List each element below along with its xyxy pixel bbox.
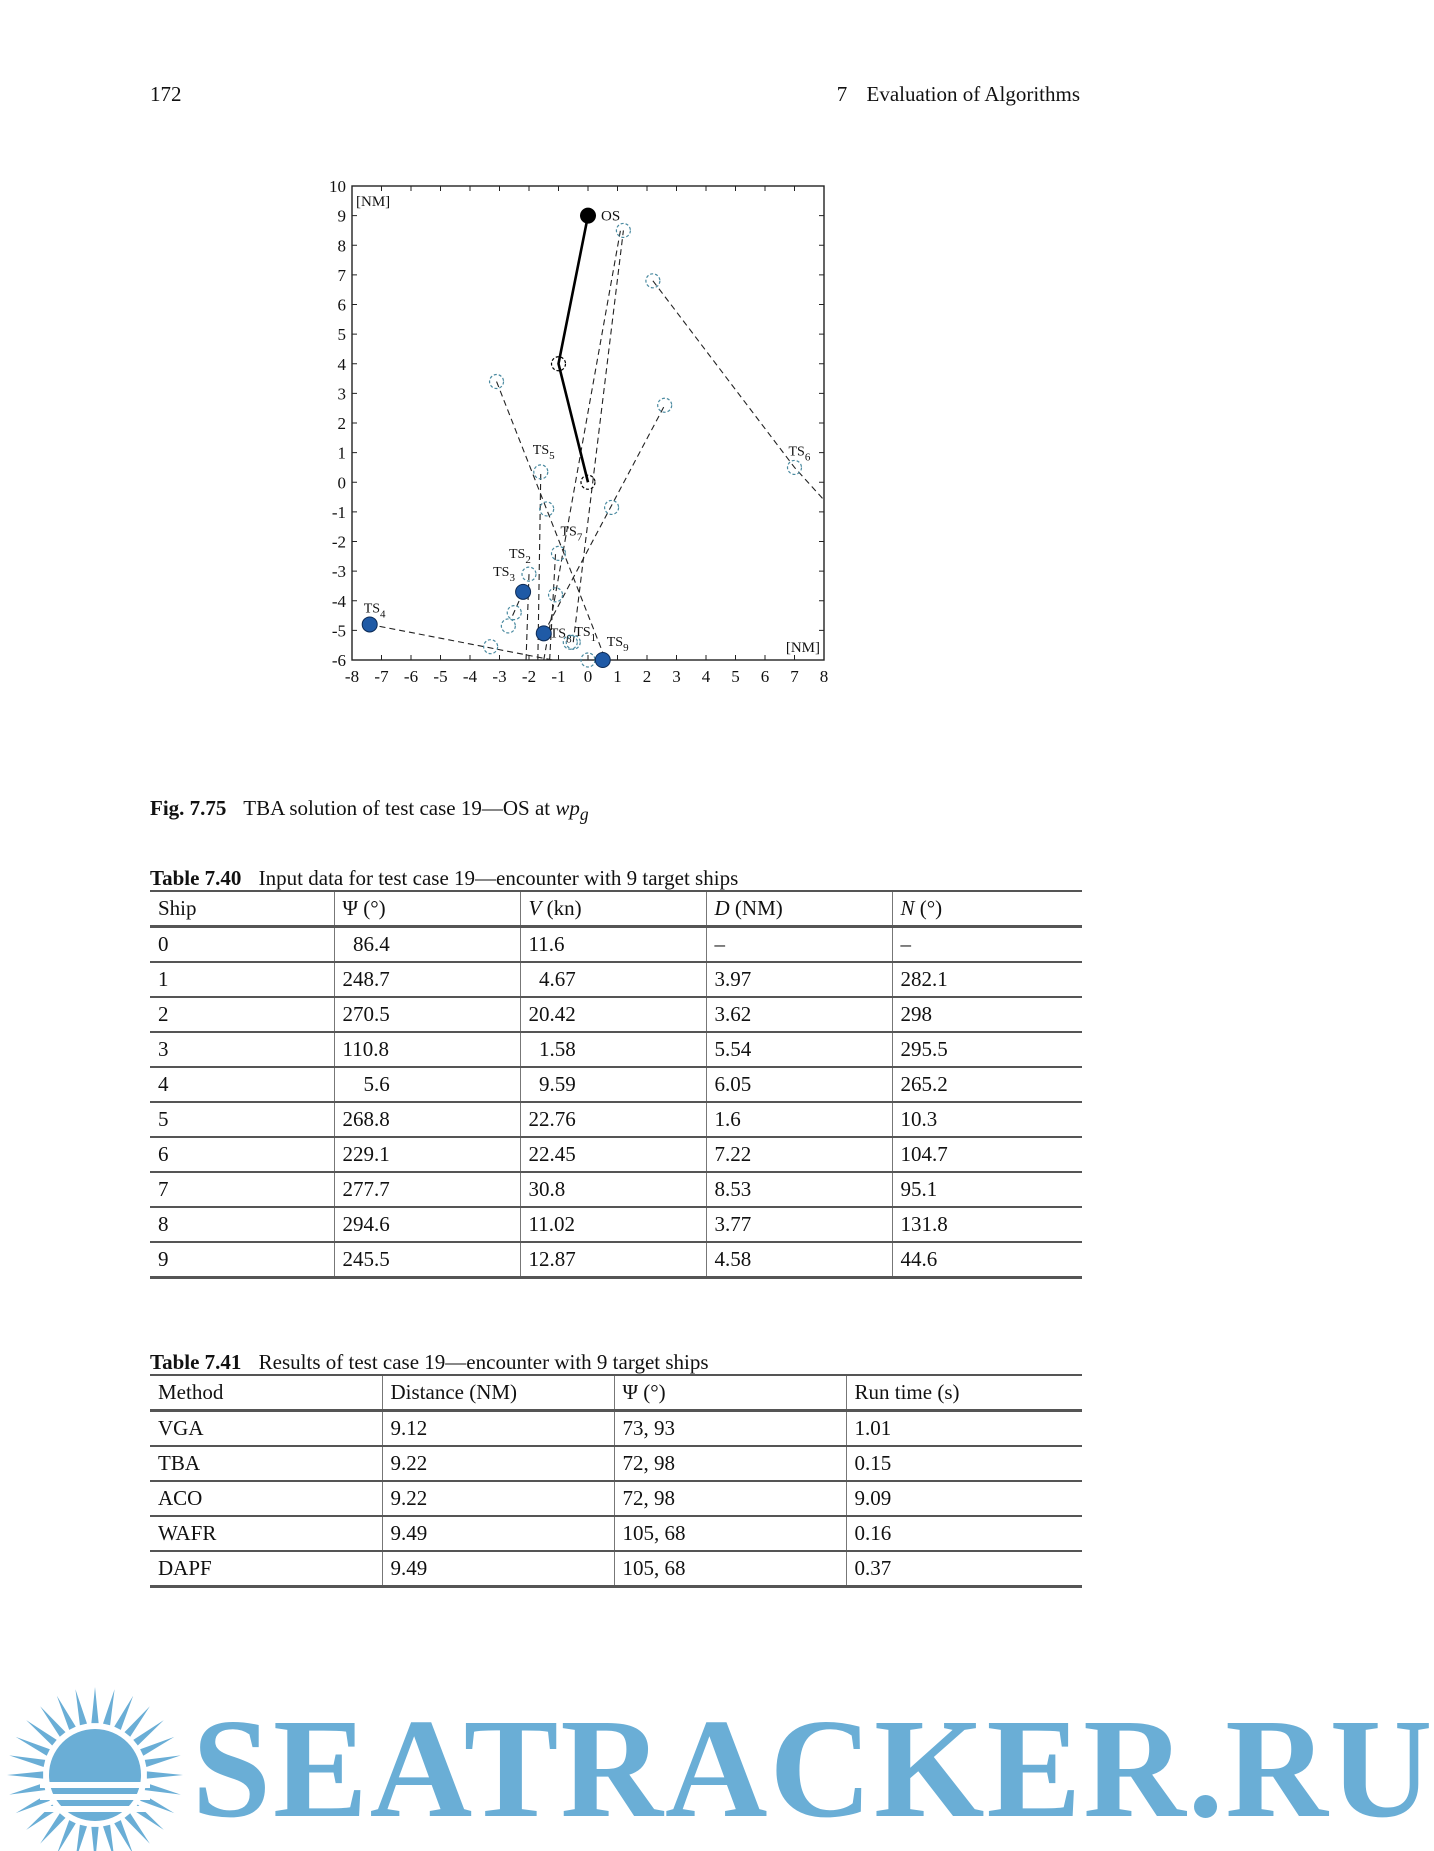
ghost-ship-marker — [490, 375, 504, 389]
table-cell: TBA — [150, 1446, 382, 1481]
table-row — [150, 927, 1082, 963]
table-header-row — [150, 1375, 1082, 1411]
table-cell: 72, 98 — [614, 1481, 846, 1516]
table-cell: 9.22 — [382, 1481, 614, 1516]
table-cell: DAPF — [150, 1551, 382, 1587]
table-cell: – — [892, 927, 1082, 963]
x-tick-label: -4 — [462, 667, 478, 686]
table-cell: 11.6 — [520, 927, 706, 963]
target-ship-label: $TS_1$ — [574, 625, 597, 645]
header-distance: D (NM) — [706, 891, 892, 927]
table-row — [150, 997, 1082, 1032]
table-cell: 131.8 — [892, 1207, 1082, 1242]
table-cell: 4.67 — [520, 962, 706, 997]
ghost-ship-marker — [605, 500, 619, 514]
own-ship-marker — [580, 208, 596, 224]
plot-frame — [352, 186, 824, 660]
sun-logo-icon — [0, 1670, 190, 1851]
table-cell: 12.87 — [520, 1242, 706, 1278]
table-cell: 3.77 — [706, 1207, 892, 1242]
table-cell: 73, 93 — [614, 1411, 846, 1447]
table-cell: 268.8 — [334, 1102, 520, 1137]
track-ts0 — [544, 230, 621, 660]
y-tick-label: -5 — [331, 621, 346, 641]
x-axis-label: [NM] — [785, 640, 820, 656]
table-cell: – — [706, 927, 892, 963]
table-cell: 72, 98 — [614, 1446, 846, 1481]
table-cell: 294.6 — [334, 1207, 520, 1242]
chapter-number: 7 — [836, 82, 848, 106]
target-ship-label: $TS_6$ — [788, 444, 811, 464]
table-row — [150, 962, 1082, 997]
x-tick-label: 4 — [701, 667, 711, 686]
table-cell: 295.5 — [892, 1032, 1082, 1067]
header-psi: Ψ (°) — [614, 1375, 846, 1411]
x-tick-label: -2 — [521, 667, 537, 686]
own-ship-path — [559, 216, 589, 483]
page-header — [150, 82, 1080, 112]
table-cell: 9 — [150, 1242, 334, 1278]
target-ship-label: $TS_2$ — [509, 547, 531, 567]
ghost-ship-marker — [616, 223, 630, 237]
y-tick-label: -1 — [331, 502, 346, 522]
table-cell: 3.62 — [706, 997, 892, 1032]
table-row — [150, 1207, 1082, 1242]
y-tick-label: 2 — [337, 414, 346, 433]
x-tick-label: 8 — [819, 667, 829, 686]
table-cell: 105, 68 — [614, 1551, 846, 1587]
figure-caption — [150, 796, 589, 825]
table-row — [150, 1411, 1082, 1447]
table-cell: 11.02 — [520, 1207, 706, 1242]
watermark — [0, 1670, 1434, 1851]
table-cell: 1 — [150, 962, 334, 997]
table-cell: 22.45 — [520, 1137, 706, 1172]
ghost-ship-marker — [484, 640, 498, 654]
table-cell: 110.8 — [334, 1032, 520, 1067]
table-row — [150, 1067, 1082, 1102]
table-cell: 4.58 — [706, 1242, 892, 1278]
table-cell: 265.2 — [892, 1067, 1082, 1102]
table-cell: 7.22 — [706, 1137, 892, 1172]
table-cell: 0.16 — [846, 1516, 1082, 1551]
table-row — [150, 1242, 1082, 1278]
table-cell: 1.6 — [706, 1102, 892, 1137]
x-tick-label: -5 — [433, 667, 448, 686]
table-cell: 105, 68 — [614, 1516, 846, 1551]
table-cell: 9.49 — [382, 1516, 614, 1551]
target-ship-label: $TS_7$ — [560, 524, 583, 544]
table2-caption — [150, 1350, 709, 1375]
table-row — [150, 1102, 1082, 1137]
table-cell: 95.1 — [892, 1172, 1082, 1207]
table-cell: 3.97 — [706, 962, 892, 997]
track-ts7 — [550, 553, 556, 660]
table-cell: 0.15 — [846, 1446, 1082, 1481]
table-cell: 7 — [150, 1172, 334, 1207]
ghost-ship-marker — [549, 588, 563, 602]
target-ship-label: $TS_5$ — [532, 442, 555, 462]
x-tick-label: 6 — [760, 667, 770, 686]
table1-label: Table 7.40 — [150, 866, 242, 890]
table-row — [150, 1032, 1082, 1067]
figure-caption-text: TBA solution of test case 19—OS at — [243, 796, 556, 820]
table-cell: 298 — [892, 997, 1082, 1032]
watermark-text: SEATRACKER.RU — [192, 1689, 1434, 1847]
target-ship-label: $TS_9$ — [606, 635, 629, 654]
table-cell: 6.05 — [706, 1067, 892, 1102]
y-tick-label: 8 — [337, 236, 346, 256]
table-header-row — [150, 891, 1082, 927]
table-cell: 0.37 — [846, 1551, 1082, 1587]
x-tick-label: 1 — [613, 667, 622, 686]
table-cell: 5.54 — [706, 1032, 892, 1067]
table-cell: 86.4 — [334, 927, 520, 963]
table-cell: 248.7 — [334, 962, 520, 997]
table-cell: 10.3 — [892, 1102, 1082, 1137]
chart — [300, 160, 940, 770]
table-cell: 9.49 — [382, 1551, 614, 1587]
results-table — [150, 1374, 1082, 1588]
table-cell: 277.7 — [334, 1172, 520, 1207]
x-tick-label: 0 — [583, 667, 593, 686]
y-tick-label: 6 — [337, 295, 346, 315]
own-ship-label: OS — [601, 208, 621, 225]
figure-caption-label: Fig. 7.75 — [150, 796, 227, 820]
table-cell: 9.09 — [846, 1481, 1082, 1516]
table-row — [150, 1481, 1082, 1516]
y-tick-label: -3 — [331, 562, 346, 582]
track-ts4 — [370, 624, 553, 660]
input-data-table — [150, 890, 1082, 1279]
track-ts1 — [573, 230, 623, 645]
y-tick-label: 4 — [337, 354, 346, 374]
table-cell: 6 — [150, 1137, 334, 1172]
y-tick-label: 1 — [337, 443, 346, 463]
target-ship-marker — [516, 584, 531, 599]
table-cell: 282.1 — [892, 962, 1082, 997]
chapter-title: Evaluation of Algorithms — [866, 82, 1080, 106]
table1-caption — [150, 866, 738, 891]
table-cell: 2 — [150, 997, 334, 1032]
ghost-ship-marker — [658, 398, 672, 412]
y-tick-label: 10 — [329, 177, 346, 196]
y-tick-label: -6 — [331, 651, 346, 670]
table-cell: 4 — [150, 1067, 334, 1102]
x-tick-label: 3 — [672, 667, 681, 686]
target-ship-label: $TS_4$ — [363, 601, 386, 621]
y-tick-label: 9 — [337, 206, 346, 226]
table-cell: 8.53 — [706, 1172, 892, 1207]
header-distance: Distance (NM) — [382, 1375, 614, 1411]
table-cell: 1.58 — [520, 1032, 706, 1067]
table-row — [150, 1551, 1082, 1587]
table-cell: 9.59 — [520, 1067, 706, 1102]
y-tick-label: 7 — [337, 265, 346, 285]
table-cell: 5.6 — [334, 1067, 520, 1102]
table-row — [150, 1172, 1082, 1207]
table-cell: 20.42 — [520, 997, 706, 1032]
x-tick-label: -6 — [403, 667, 419, 686]
table-cell: 5 — [150, 1102, 334, 1137]
header-speed: V (kn) — [520, 891, 706, 927]
figure-tba-solution — [300, 160, 940, 770]
table2-label: Table 7.41 — [150, 1350, 242, 1374]
y-tick-label: 0 — [337, 473, 346, 493]
track-ts6 — [653, 281, 824, 500]
target-ship-label: $TS_3$ — [493, 564, 515, 584]
page-number: 172 — [150, 82, 182, 106]
table-cell: 9.12 — [382, 1411, 614, 1447]
header-ship: Ship — [150, 891, 334, 927]
table-cell: 270.5 — [334, 997, 520, 1032]
running-head — [837, 82, 1080, 107]
table-row — [150, 1446, 1082, 1481]
x-tick-label: 5 — [731, 667, 740, 686]
y-axis-label: [NM] — [356, 194, 391, 210]
table-cell: VGA — [150, 1411, 382, 1447]
table-row — [150, 1516, 1082, 1551]
table-cell: 44.6 — [892, 1242, 1082, 1278]
table-cell: WAFR — [150, 1516, 382, 1551]
header-psi: Ψ (°) — [334, 891, 520, 927]
table-cell: 229.1 — [334, 1137, 520, 1172]
target-ship-marker — [595, 653, 610, 668]
figure-caption-math: wp — [555, 796, 580, 820]
x-tick-label: 7 — [790, 667, 799, 686]
table-cell: 8 — [150, 1207, 334, 1242]
header-method: Method — [150, 1375, 382, 1411]
header-bearing: N (°) — [892, 891, 1082, 927]
y-tick-label: 3 — [337, 384, 346, 404]
ghost-ship-marker — [501, 619, 515, 633]
table-cell: 30.8 — [520, 1172, 706, 1207]
x-tick-label: -8 — [344, 667, 360, 686]
table-cell: 245.5 — [334, 1242, 520, 1278]
table-cell: 9.22 — [382, 1446, 614, 1481]
x-tick-label: -7 — [374, 667, 389, 686]
table2-caption-text: Results of test case 19—encounter with 9 target ships — [258, 1350, 709, 1374]
target-ship-marker — [362, 617, 377, 632]
figure-caption-math-sub: g — [579, 804, 589, 825]
x-tick-label: -1 — [551, 667, 566, 686]
x-tick-label: 2 — [642, 667, 652, 686]
table-cell: 3 — [150, 1032, 334, 1067]
ghost-ship-marker — [540, 502, 554, 516]
y-tick-label: -2 — [331, 532, 346, 552]
table-cell: 1.01 — [846, 1411, 1082, 1447]
y-tick-label: -4 — [331, 591, 346, 611]
track-ts8 — [544, 405, 665, 633]
table1-caption-text: Input data for test case 19—encounter with 9 target ships — [258, 866, 739, 890]
table-cell: 104.7 — [892, 1137, 1082, 1172]
header-runtime: Run time (s) — [846, 1375, 1082, 1411]
y-tick-label: 5 — [337, 325, 346, 345]
table-cell: 22.76 — [520, 1102, 706, 1137]
table-row — [150, 1137, 1082, 1172]
table-cell: ACO — [150, 1481, 382, 1516]
target-ship-label: $TS_8$ — [549, 626, 572, 646]
table-cell: 0 — [150, 927, 334, 963]
x-tick-label: -3 — [492, 667, 507, 686]
